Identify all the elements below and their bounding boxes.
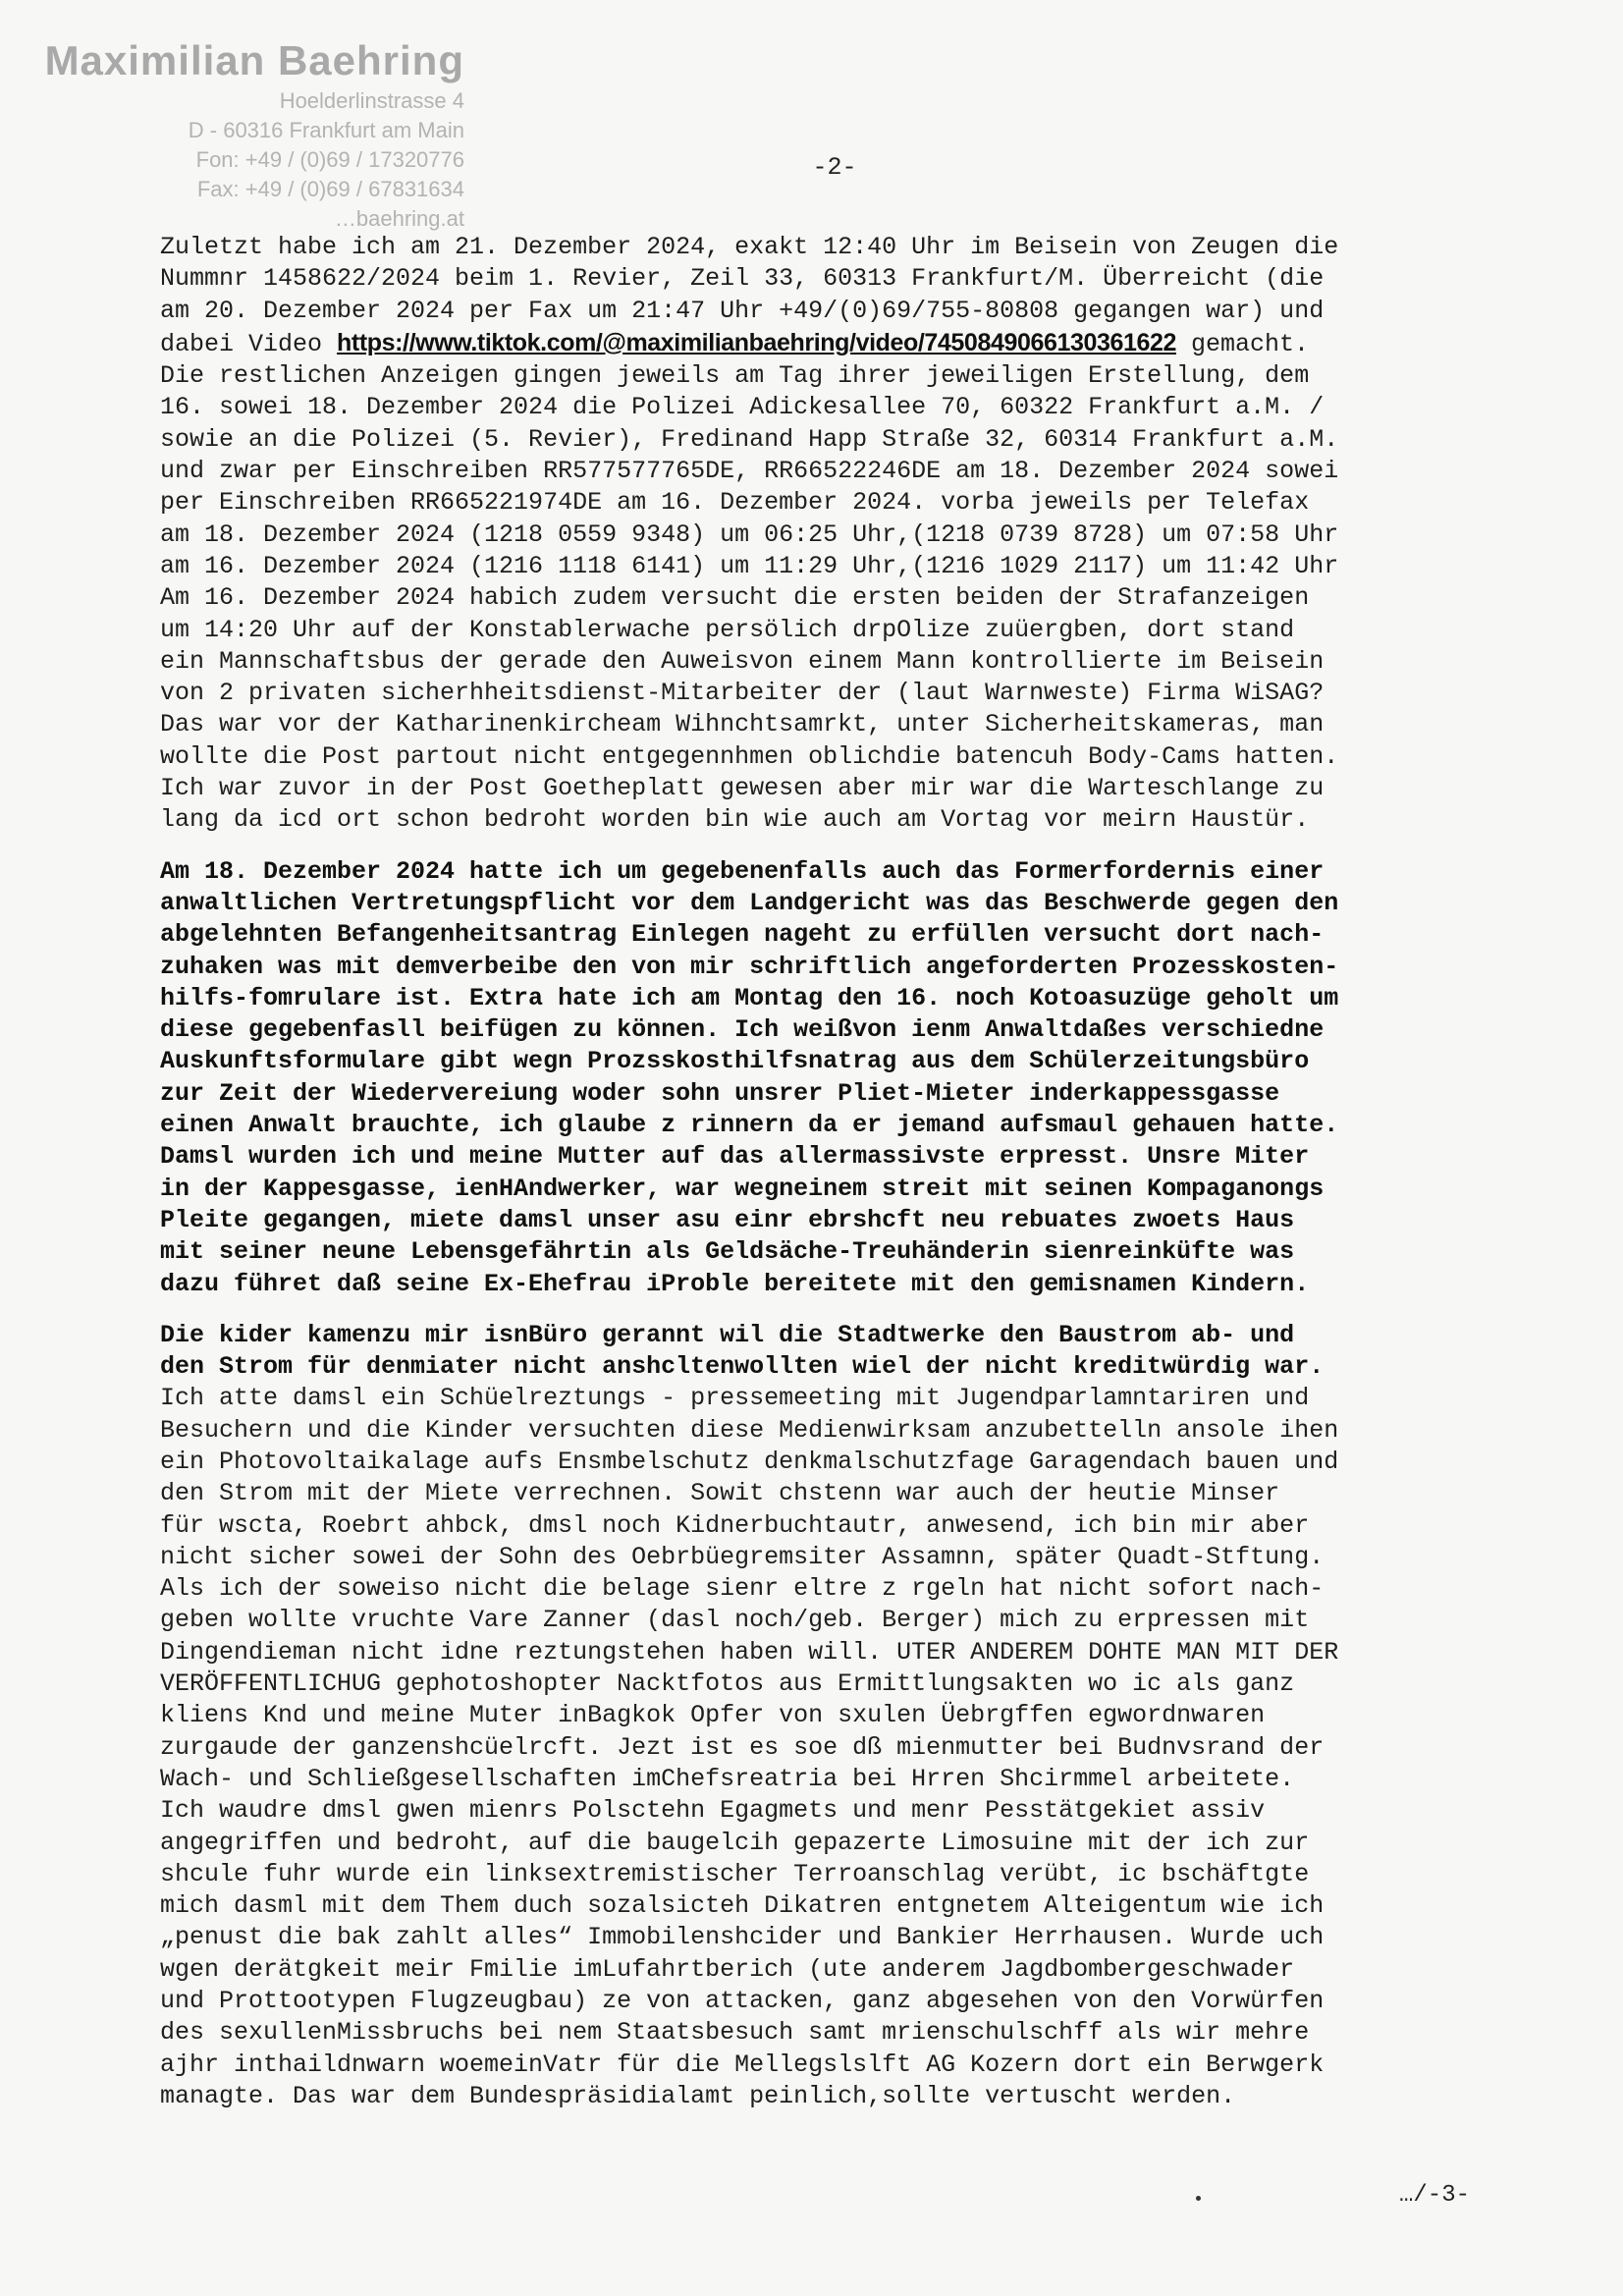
text-line: nicht sicher sowei der Sohn des Oebrbüegremsiter Assamnn, später Quadt-Stftung. — [160, 1542, 1325, 1571]
text-line: sowie an die Polizei (5. Revier), Fredinand Happ Straße 32, 60314 Frankfurt a.M. — [160, 424, 1339, 454]
letterhead-line: …baehring.at — [334, 206, 464, 231]
text-line: geben wollte vruchte Vare Zanner (dasl noch/geb. Berger) mich zu erpressen mit — [160, 1606, 1310, 1635]
text-line: kliens Knd und meine Muter inBagkok Opfer von sxulen Üebrgffen egwordnwaren — [160, 1701, 1266, 1730]
text-line: und Prottootypen Flugzeugbau) ze von attacken, ganz abgesehen von den Vorwürfen — [160, 1987, 1325, 2016]
text-line: hilfs-fomrulare ist. Extra hate ich am Montag den 16. noch Kotoasuzüge geholt um — [160, 983, 1339, 1012]
text-line: zurgaude der ganzenshcüelrcft. Jezt ist es soe dß mienmutter bei Budnvsrand der — [160, 1732, 1325, 1762]
letterhead-line: D - 60316 Frankfurt am Main — [188, 118, 464, 142]
letterhead-line: Fax: +49 / (0)69 / 67831634 — [196, 177, 464, 201]
text-line: abgelehnten Befangenheitsantrag Einlegen nageht zu erfüllen versucht dort nach- — [160, 920, 1325, 950]
text-line: per Einschreiben RR665221974DE am 16. Dezember 2024. vorba jeweils per Telefax — [160, 488, 1310, 518]
text-line: lang da icd ort schon bedroht worden bin wie auch am Vortag vor meirn Haustür. — [160, 805, 1310, 835]
letterhead-line: Fon: +49 / (0)69 / 17320776 — [195, 147, 464, 172]
text-line: mit seiner neune Lebensgefährtin als Geldsäche-Treuhänderin sienreinküfte was — [160, 1237, 1295, 1267]
text-line: Pleite gegangen, miete damsl unser asu einr ebrshcft neu rebuates zwoets Haus — [160, 1205, 1295, 1234]
text-line: des sexullenMissbruchs bei nem Staatsbesuch samt mrienschulschff als wir mehre — [160, 2018, 1310, 2048]
text-line: anwaltlichen Vertretungspflicht vor dem Landgericht was das Beschwerde gegen den — [160, 888, 1339, 917]
text-line: VERÖFFENTLICHUG gephotoshopter Nacktfotos aus Ermittlungsakten wo ic als ganz — [160, 1669, 1295, 1699]
text-line: ajhr inthaildnwarn woemeinVatr für die Mellegslslft AG Kozern dort ein Berwgerk — [160, 2050, 1325, 2079]
text-line: dazu führet daß seine Ex-Ehefrau iProble bereitete mit den gemisnamen Kindern. — [160, 1269, 1310, 1298]
text-line: Wach- und Schließgesellschaften imChefsreatria bei Hrren Shcirmmel arbeitete. — [160, 1764, 1295, 1793]
letter-body — [160, 232, 1495, 2132]
text-segment: gemacht. — [1176, 329, 1310, 358]
letterhead-line: Hoelderlinstrasse 4 — [279, 88, 464, 113]
ink-dot — [1196, 2196, 1201, 2201]
text-line: den Strom mit der Miete verrechnen. Sowit chstenn war auch der heutie Minser — [160, 1479, 1280, 1508]
text-line: shcule fuhr wurde ein linksextremistischer Terroanschlag verübt, ic bschäftgte — [160, 1859, 1310, 1888]
text-line-with-link — [160, 327, 1495, 360]
text-line: Dingendieman nicht idne reztungstehen haben will. UTER ANDEREM DOHTE MAN MIT DER — [160, 1637, 1339, 1667]
text-line: Als ich der soweiso nicht die belage sienr eltre z rgeln hat nicht sofort nach- — [160, 1574, 1325, 1604]
paragraph-3-bold-lead — [160, 1320, 1495, 1384]
text-line: einen Anwalt brauchte, ich glaube z rinnern da er jemand aufsmaul gehauen hatte. — [160, 1111, 1339, 1140]
text-line: Das war vor der Katharinenkircheam Wihnchtsamrkt, unter Sicherheitskameras, man — [160, 710, 1325, 739]
text-line: Die kider kamenzu mir isnBüro gerannt wil die Stadtwerke den Baustrom ab- und — [160, 1320, 1295, 1349]
text-line: Besuchern und die Kinder versuchten diese Medienwirksam anzubettelln ansole ihen — [160, 1415, 1339, 1445]
text-line: angegriffen und bedroht, auf die baugelcih gepazerte Limosuine mit der ich zur — [160, 1828, 1310, 1857]
text-line: Damsl wurden ich und meine Mutter auf das allermassivste erpresst. Unsre Miter — [160, 1142, 1310, 1172]
text-line: Am 16. Dezember 2024 habich zudem versucht die ersten beiden der Strafanzeigen — [160, 583, 1310, 613]
text-line: von 2 privaten sicherhheitsdienst-Mitarbeiter der (laut Warnweste) Firma WiSAG? — [160, 679, 1325, 708]
paragraph-3 — [160, 1320, 1495, 2112]
text-line: Die restlichen Anzeigen gingen jeweils am Tag ihrer jeweiligen Erstellung, dem — [160, 361, 1310, 391]
text-line: wollte die Post partout nicht entgegennhmen oblichdie batencuh Body-Cams hatten. — [160, 741, 1339, 771]
text-line: 16. sowei 18. Dezember 2024 die Polizei Adickesallee 70, 60322 Frankfurt a.M. / — [160, 393, 1325, 422]
text-line: Auskunftsformulare gibt wegn Prozsskosthilfsnatrag aus dem Schülerzeitungsbüro — [160, 1047, 1310, 1076]
page-continuation: …/-3- — [1399, 2182, 1471, 2209]
letterhead — [32, 35, 464, 234]
paragraph-1 — [160, 232, 1495, 837]
text-line: managte. Das war dem Bundespräsidialamt peinlich,sollte vertuscht werden. — [160, 2081, 1236, 2110]
text-line: Ich waudre dmsl gwen mienrs Polsctehn Egagmets und menr Pesstätgekiet assiv — [160, 1796, 1266, 1826]
text-line: zur Zeit der Wiedervereiung woder sohn unsrer Pliet-Mieter inderkappessgasse — [160, 1078, 1280, 1108]
text-line: in der Kappesgasse, ienHAndwerker, war wegneinem streit mit seinen Kompaganongs — [160, 1174, 1325, 1203]
text-line: am 20. Dezember 2024 per Fax um 21:47 Uhr +49/(0)69/755-80808 gegangen war) und — [160, 296, 1325, 325]
text-line: um 14:20 Uhr auf der Konstablerwache persölich drpOlize zuüergben, dort stand — [160, 615, 1295, 644]
text-line: zuhaken was mit demverbeibe den von mir schriftlich angeforderten Prozesskosten- — [160, 952, 1339, 981]
text-line: und zwar per Einschreiben RR577577765DE, RR66522246DE am 18. Dezember 2024 sowei — [160, 457, 1339, 486]
paragraph-2 — [160, 856, 1495, 1300]
text-line: diese gegebenfasll beifügen zu können. Ich weißvon ienm Anwaltdaßes verschiedne — [160, 1015, 1325, 1045]
text-line: Zuletzt habe ich am 21. Dezember 2024, exakt 12:40 Uhr im Beisein von Zeugen die — [160, 233, 1339, 261]
text-line: am 16. Dezember 2024 (1216 1118 6141) um 11:29 Uhr,(1216 1029 2117) um 11:42 Uhr — [160, 551, 1339, 580]
text-line: am 18. Dezember 2024 (1218 0559 9348) um 06:25 Uhr,(1218 0739 8728) um 07:58 Uhr — [160, 519, 1339, 549]
text-line: den Strom für denmiater nicht anshcltenwollten wiel der nicht kreditwürdig war. — [160, 1352, 1325, 1382]
letterhead-name: Maximilian Baehring — [44, 37, 464, 83]
text-line: mich dasml mit dem Them duch sozalsicteh Dikatren entgnetem Alteigentum wie ich — [160, 1891, 1325, 1921]
video-link[interactable]: https://www.tiktok.com/@maximilianbaehring/video/7450849066130361622 — [337, 328, 1176, 356]
page-number: -2- — [812, 153, 857, 182]
text-segment: dabei Video — [160, 329, 338, 358]
text-line: ein Mannschaftsbus der gerade den Auweisvon einem Mann kontrollierte im Beisein — [160, 646, 1325, 676]
text-line: Ich atte damsl ein Schüelreztungs - pressemeeting mit Jugendparlamntariren und — [160, 1384, 1310, 1413]
text-line: für wscta, Roebrt ahbck, dmsl noch Kidnerbuchtautr, anwesend, ich bin mir aber — [160, 1510, 1310, 1540]
text-line: Ich war zuvor in der Post Goetheplatt gewesen aber mir war die Warteschlange zu — [160, 774, 1325, 803]
text-line: „penust die bak zahlt alles“ Immobilenshcider und Bankier Herrhausen. Wurde uch — [160, 1923, 1325, 1952]
text-line: Am 18. Dezember 2024 hatte ich um gegebenenfalls auch das Formerfordernis einer — [160, 856, 1325, 886]
text-line: ein Photovoltaikalage aufs Ensmbelschutz denkmalschutzfage Garagendach bauen und — [160, 1447, 1339, 1476]
text-line: Nummnr 1458622/2024 beim 1. Revier, Zeil 33, 60313 Frankfurt/M. Überreicht (die — [160, 264, 1325, 294]
text-line: wgen derätgkeit meir Fmilie imLufahrtberich (ute anderem Jagdbombergeschwader — [160, 1954, 1295, 1984]
